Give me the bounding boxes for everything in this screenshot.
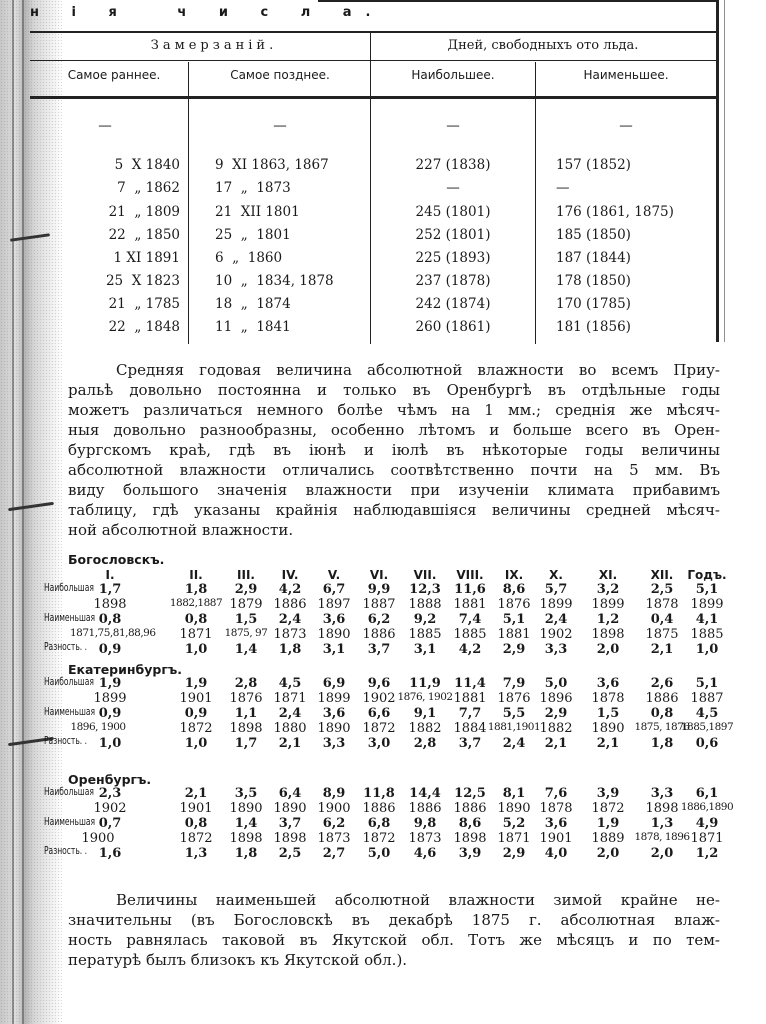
ice-table-cell: 25 „ 1801 — [215, 227, 291, 243]
humidity-min-years-cell: 1881,1901 — [487, 721, 541, 733]
row-label-diff: Разность. . — [44, 641, 87, 653]
humidity-min-values-cell: 8,6 — [458, 816, 482, 831]
humidity-min-values-cell: 3,6 — [322, 706, 346, 721]
humidity-min-years-cell: 1890 — [591, 721, 625, 736]
humidity-min-values-cell: 4,5 — [695, 706, 719, 721]
ice-table-cell: 1 XI 1891 — [113, 250, 180, 266]
humidity-min-years-cell: 1884 — [453, 721, 487, 736]
humidity-min-years-cell: 1902 — [539, 627, 573, 642]
ice-table-cell: 7 „ 1862 — [117, 180, 180, 196]
humidity-min-values-cell: 9,2 — [413, 612, 437, 627]
humidity-max-years-cell: 1896 — [539, 691, 573, 706]
month-header: VI. — [369, 568, 389, 582]
humidity-min-values-cell: 0,4 — [650, 612, 674, 627]
humidity-diff-cell: 1,8 — [278, 642, 302, 657]
humidity-min-values-cell: 3,6 — [544, 816, 568, 831]
row-label-diff: Разность. . — [44, 735, 87, 747]
humidity-max-years-cell: 1881 — [453, 597, 487, 612]
humidity-max-values-cell: 9,9 — [367, 582, 391, 597]
humidity-max-values-cell: 1,7 — [98, 582, 122, 597]
humidity-max-values-cell: 3,2 — [596, 582, 620, 597]
ice-table-cell: 170 (1785) — [556, 296, 631, 312]
humidity-min-values-cell: 6,2 — [322, 816, 346, 831]
humidity-diff-cell: 2,0 — [596, 642, 620, 657]
humidity-min-values-cell: 5,2 — [502, 816, 526, 831]
ice-table-cell: 25 X 1823 — [105, 273, 180, 289]
humidity-min-years-cell: 1889 — [591, 831, 625, 846]
humidity-min-values-cell: 0,8 — [184, 816, 208, 831]
humidity-max-years-cell: 1882,1887 — [169, 597, 223, 609]
text-line: значительны (въ Богословскѣ въ декабрѣ 1875 г. абсолютная влаж- — [68, 911, 720, 929]
ice-table-cell: 252 (1801) — [415, 227, 491, 243]
humidity-min-values-cell: 0,8 — [650, 706, 674, 721]
humidity-min-years-cell: 1875, 1876 — [634, 721, 690, 733]
month-header: I. — [105, 568, 115, 582]
title-part: н і я — [30, 5, 131, 20]
humidity-min-years-cell: 1878, 1896 — [634, 831, 690, 843]
humidity-min-years-cell: 1898 — [453, 831, 487, 846]
humidity-min-values-cell: 0,9 — [184, 706, 208, 721]
humidity-max-years-cell: 1871 — [273, 691, 307, 706]
humidity-diff-cell: 3,3 — [544, 642, 568, 657]
month-header: VII. — [413, 568, 437, 582]
title-part: ч и с л а. — [177, 5, 385, 20]
humidity-max-years-cell: 1876, 1902 — [397, 691, 453, 703]
ice-table-cell: — — [619, 118, 633, 134]
table-title-fragment — [30, 5, 384, 20]
humidity-diff-cell: 1,3 — [184, 846, 208, 861]
humidity-min-years-cell: 1898 — [229, 831, 263, 846]
humidity-max-values-cell: 7,6 — [544, 786, 568, 801]
humidity-diff-cell: 2,5 — [278, 846, 302, 861]
humidity-min-values-cell: 1,5 — [596, 706, 620, 721]
humidity-diff-cell: 2,9 — [502, 642, 526, 657]
col-header-earliest: Самое раннее. — [67, 68, 161, 82]
station-name: Екатеринбургъ. — [68, 662, 183, 677]
humidity-min-values-cell: 3,6 — [322, 612, 346, 627]
humidity-max-values-cell: 2,5 — [650, 582, 674, 597]
ice-table-cell: 225 (1893) — [415, 250, 491, 266]
humidity-max-years-cell: 1876 — [229, 691, 263, 706]
humidity-min-years-cell: 1890 — [317, 721, 351, 736]
humidity-min-values-cell: 2,9 — [544, 706, 568, 721]
humidity-min-values-cell: 1,3 — [650, 816, 674, 831]
humidity-max-values-cell: 8,6 — [502, 582, 526, 597]
humidity-max-years-cell: 1886 — [453, 801, 487, 816]
month-header: X. — [549, 568, 563, 582]
humidity-max-values-cell: 8,9 — [322, 786, 346, 801]
month-header: VIII. — [456, 568, 484, 582]
humidity-max-values-cell: 2,9 — [234, 582, 258, 597]
humidity-max-values-cell: 3,9 — [596, 786, 620, 801]
paragraph-winter-minimum — [68, 890, 720, 970]
row-label-diff: Разность. . — [44, 845, 87, 857]
humidity-min-years-cell: 1872 — [179, 721, 213, 736]
humidity-min-years-cell: 1875 — [645, 627, 679, 642]
humidity-max-years-cell: 1888 — [408, 597, 442, 612]
humidity-min-years-cell: 1900 — [81, 831, 115, 846]
text-line: абсолютной влажности отличались соотвѣтственно почти на 5 мм. Въ — [68, 461, 720, 479]
humidity-diff-cell: 1,4 — [234, 642, 258, 657]
humidity-min-years-cell: 1872 — [179, 831, 213, 846]
humidity-max-values-cell: 2,1 — [184, 786, 208, 801]
row-label-min: Наименьшая — [44, 816, 96, 828]
humidity-min-values-cell: 1,1 — [234, 706, 258, 721]
humidity-max-values-cell: 14,4 — [409, 786, 441, 801]
humidity-diff-cell: 2,0 — [596, 846, 620, 861]
humidity-diff-cell: 1,0 — [695, 642, 719, 657]
ice-table-cell: 245 (1801) — [415, 204, 491, 220]
humidity-min-years-cell: 1898 — [229, 721, 263, 736]
humidity-min-values-cell: 1,2 — [596, 612, 620, 627]
ice-table-cell: 6 „ 1860 — [215, 250, 283, 266]
humidity-max-years-cell: 1899 — [93, 691, 127, 706]
humidity-min-years-cell: 1880 — [273, 721, 307, 736]
humidity-max-values-cell: 6,1 — [695, 786, 719, 801]
ice-table-cell: 227 (1838) — [415, 157, 491, 173]
humidity-diff-cell: 2,1 — [278, 736, 302, 751]
binding-edge-line — [22, 0, 24, 1024]
humidity-max-years-cell: 1878 — [539, 801, 573, 816]
humidity-max-values-cell: 11,4 — [454, 676, 486, 691]
humidity-min-values-cell: 9,8 — [413, 816, 437, 831]
humidity-max-years-cell: 1886 — [645, 691, 679, 706]
ice-table-cell: 178 (1850) — [556, 273, 631, 289]
humidity-max-years-cell: 1898 — [645, 801, 679, 816]
ice-table-cell: 10 „ 1834, 1878 — [215, 273, 334, 289]
humidity-min-years-cell: 1871 — [179, 627, 213, 642]
humidity-diff-cell: 1,8 — [650, 736, 674, 751]
month-header: IX. — [504, 568, 524, 582]
ice-table-cell: 11 „ 1841 — [215, 319, 291, 335]
month-header: V. — [327, 568, 341, 582]
group-header-ice-free: Дней, свободныхъ ото льда. — [447, 38, 639, 53]
table-rule — [318, 0, 718, 2]
ice-table-cell: 21 „ 1809 — [108, 204, 180, 220]
humidity-max-years-cell: 1872 — [591, 801, 625, 816]
humidity-min-values-cell: 1,4 — [234, 816, 258, 831]
humidity-diff-cell: 2,4 — [502, 736, 526, 751]
month-header: II. — [189, 568, 203, 582]
ice-table-cell: 176 (1861, 1875) — [556, 204, 674, 220]
humidity-diff-cell: 5,0 — [367, 846, 391, 861]
humidity-max-values-cell: 3,3 — [650, 786, 674, 801]
text-line: Величины наименьшей абсолютной влажности зимой крайне не- — [116, 891, 720, 909]
humidity-diff-cell: 2,1 — [650, 642, 674, 657]
humidity-max-years-cell: 1881 — [453, 691, 487, 706]
humidity-min-years-cell: 1890 — [317, 627, 351, 642]
humidity-max-years-cell: 1899 — [591, 597, 625, 612]
humidity-min-years-cell: 1875, 97 — [224, 627, 268, 639]
humidity-max-years-cell: 1879 — [229, 597, 263, 612]
row-label-min: Наименьшая — [44, 612, 96, 624]
humidity-min-years-cell: 1898 — [273, 831, 307, 846]
humidity-max-values-cell: 11,8 — [363, 786, 395, 801]
humidity-min-values-cell: 6,8 — [367, 816, 391, 831]
humidity-max-years-cell: 1899 — [317, 691, 351, 706]
table-rule — [30, 31, 718, 33]
humidity-max-years-cell: 1876 — [497, 597, 531, 612]
humidity-diff-cell: 1,2 — [695, 846, 719, 861]
humidity-max-years-cell: 1902 — [362, 691, 396, 706]
humidity-min-years-cell: 1871,75,81,88,96 — [70, 627, 156, 639]
humidity-min-years-cell: 1881 — [497, 627, 531, 642]
humidity-max-years-cell: 1886 — [273, 597, 307, 612]
humidity-min-values-cell: 5,5 — [502, 706, 526, 721]
humidity-max-years-cell: 1890 — [229, 801, 263, 816]
ice-table-cell: 237 (1878) — [415, 273, 491, 289]
humidity-max-years-cell: 1902 — [93, 801, 127, 816]
humidity-min-values-cell: 2,4 — [544, 612, 568, 627]
ice-table-cell: — — [98, 118, 112, 134]
ice-table-cell: — — [273, 118, 287, 134]
col-header-min: Наименьшее. — [583, 68, 669, 82]
col-header-max: Наибольшее. — [411, 68, 495, 82]
text-line: Средняя годовая величина абсолютной влажности во всемъ Приу- — [116, 361, 720, 379]
humidity-min-years-cell: 1885 — [408, 627, 442, 642]
humidity-max-values-cell: 5,1 — [695, 582, 719, 597]
text-line: пературѣ былъ близокъ къ Якутской обл.). — [68, 951, 408, 969]
humidity-min-values-cell: 2,4 — [278, 706, 302, 721]
humidity-max-values-cell: 2,6 — [650, 676, 674, 691]
humidity-min-values-cell: 0,7 — [98, 816, 122, 831]
humidity-max-years-cell: 1886 — [362, 801, 396, 816]
humidity-max-values-cell: 5,7 — [544, 582, 568, 597]
ice-table-cell: 22 „ 1848 — [108, 319, 180, 335]
humidity-max-years-cell: 1878 — [645, 597, 679, 612]
ice-table-cell: 5 X 1840 — [114, 157, 180, 173]
ice-table-cell: 21 XII 1801 — [215, 204, 300, 220]
humidity-max-values-cell: 3,5 — [234, 786, 258, 801]
humidity-diff-cell: 3,9 — [458, 846, 482, 861]
humidity-min-years-cell: 1873 — [273, 627, 307, 642]
humidity-max-values-cell: 3,6 — [596, 676, 620, 691]
ice-table-cell: 18 „ 1874 — [215, 296, 291, 312]
humidity-min-values-cell: 1,5 — [234, 612, 258, 627]
ice-table-cell: 22 „ 1850 — [108, 227, 180, 243]
humidity-min-years-cell: 1885,1897 — [680, 721, 734, 733]
humidity-min-years-cell: 1873 — [408, 831, 442, 846]
humidity-min-values-cell: 4,1 — [695, 612, 719, 627]
humidity-max-values-cell: 1,9 — [184, 676, 208, 691]
humidity-diff-cell: 3,3 — [322, 736, 346, 751]
humidity-max-values-cell: 9,6 — [367, 676, 391, 691]
humidity-max-values-cell: 11,9 — [409, 676, 441, 691]
ice-table-cell: — — [556, 180, 570, 196]
humidity-diff-cell: 3,7 — [367, 642, 391, 657]
humidity-diff-cell: 1,0 — [98, 736, 122, 751]
humidity-max-years-cell: 1900 — [317, 801, 351, 816]
humidity-max-values-cell: 7,9 — [502, 676, 526, 691]
ice-table-cell: 185 (1850) — [556, 227, 631, 243]
humidity-diff-cell: 3,1 — [413, 642, 437, 657]
humidity-diff-cell: 2,8 — [413, 736, 437, 751]
humidity-min-values-cell: 2,4 — [278, 612, 302, 627]
text-line: ной абсолютной влажности. — [68, 521, 294, 539]
month-header: IV. — [281, 568, 299, 582]
humidity-diff-cell: 4,0 — [544, 846, 568, 861]
col-header-latest: Самое позднее. — [230, 68, 330, 82]
ice-table-cell: 242 (1874) — [415, 296, 491, 312]
ice-table-cell: 21 „ 1785 — [108, 296, 180, 312]
humidity-diff-cell: 3,0 — [367, 736, 391, 751]
humidity-max-values-cell: 6,9 — [322, 676, 346, 691]
book-binding-shadow — [0, 0, 62, 1024]
humidity-diff-cell: 2,0 — [650, 846, 674, 861]
humidity-max-values-cell: 1,8 — [184, 582, 208, 597]
humidity-max-years-cell: 1890 — [273, 801, 307, 816]
humidity-min-values-cell: 5,1 — [502, 612, 526, 627]
humidity-diff-cell: 0,6 — [695, 736, 719, 751]
row-label-max: Наибольшая — [44, 582, 94, 594]
humidity-diff-cell: 2,1 — [544, 736, 568, 751]
humidity-max-years-cell: 1876 — [497, 691, 531, 706]
humidity-min-values-cell: 7,4 — [458, 612, 482, 627]
humidity-max-years-cell: 1899 — [539, 597, 573, 612]
humidity-diff-cell: 4,6 — [413, 846, 437, 861]
ice-table-cell: 157 (1852) — [556, 157, 631, 173]
humidity-max-years-cell: 1901 — [179, 801, 213, 816]
row-label-max: Наибольшая — [44, 786, 94, 798]
humidity-min-values-cell: 6,6 — [367, 706, 391, 721]
humidity-min-years-cell: 1871 — [690, 831, 724, 846]
ice-table-cell: 17 „ 1873 — [215, 180, 291, 196]
group-header-freezing: Замерзаній. — [150, 38, 278, 53]
ice-table-cell: — — [446, 118, 460, 134]
month-header: XI. — [598, 568, 618, 582]
humidity-max-years-cell: 1887 — [690, 691, 724, 706]
row-label-max: Наибольшая — [44, 676, 94, 688]
humidity-max-values-cell: 12,3 — [409, 582, 441, 597]
humidity-min-years-cell: 1873 — [317, 831, 351, 846]
ice-table-cell: 9 XI 1863, 1867 — [215, 157, 329, 173]
humidity-max-years-cell: 1878 — [591, 691, 625, 706]
text-line: можетъ различаться немного болѣе чѣмъ на 1 мм.; среднія же мѣсяч- — [68, 401, 720, 419]
humidity-min-values-cell: 4,9 — [695, 816, 719, 831]
month-header: XII. — [650, 568, 674, 582]
col-divider — [535, 62, 536, 344]
month-header: Годъ. — [687, 568, 727, 582]
text-line: таблицу, гдѣ указаны крайнія наблюдавшіяся величины средней мѣсяч- — [68, 501, 720, 519]
humidity-diff-cell: 1,6 — [98, 846, 122, 861]
humidity-min-years-cell: 1901 — [539, 831, 573, 846]
text-line: виду большого значенія влажности при изученіи климата прибавимъ — [68, 481, 720, 499]
humidity-min-values-cell: 7,7 — [458, 706, 482, 721]
humidity-min-values-cell: 1,9 — [596, 816, 620, 831]
humidity-min-values-cell: 9,1 — [413, 706, 437, 721]
humidity-max-values-cell: 6,4 — [278, 786, 302, 801]
humidity-max-values-cell: 6,7 — [322, 582, 346, 597]
table-rule — [30, 96, 718, 99]
humidity-max-values-cell: 4,5 — [278, 676, 302, 691]
humidity-diff-cell: 2,7 — [322, 846, 346, 861]
humidity-max-values-cell: 5,0 — [544, 676, 568, 691]
table-rule — [30, 60, 718, 61]
paragraph-humidity-intro — [68, 360, 720, 540]
humidity-min-years-cell: 1882 — [408, 721, 442, 736]
humidity-diff-cell: 1,7 — [234, 736, 258, 751]
humidity-max-years-cell: 1890 — [497, 801, 531, 816]
station-name: Богословскъ. — [68, 552, 165, 567]
humidity-max-values-cell: 12,5 — [454, 786, 486, 801]
humidity-max-values-cell: 11,6 — [454, 582, 486, 597]
humidity-min-values-cell: 6,2 — [367, 612, 391, 627]
humidity-max-values-cell: 2,8 — [234, 676, 258, 691]
binding-edge-line — [12, 0, 14, 1024]
humidity-max-years-cell: 1897 — [317, 597, 351, 612]
humidity-diff-cell: 2,9 — [502, 846, 526, 861]
station-name: Оренбургъ. — [68, 772, 152, 787]
humidity-max-values-cell: 1,9 — [98, 676, 122, 691]
humidity-min-values-cell: 0,8 — [98, 612, 122, 627]
humidity-max-years-cell: 1901 — [179, 691, 213, 706]
month-header: III. — [237, 568, 255, 582]
humidity-diff-cell: 3,7 — [458, 736, 482, 751]
humidity-diff-cell: 0,9 — [98, 642, 122, 657]
text-line: бургскомъ краѣ, гдѣ въ іюнѣ и іюлѣ въ нѣкоторые годы величины — [68, 441, 720, 459]
humidity-min-years-cell: 1896, 1900 — [70, 721, 126, 733]
humidity-min-years-cell: 1871 — [497, 831, 531, 846]
humidity-diff-cell: 1,8 — [234, 846, 258, 861]
humidity-max-years-cell: 1898 — [93, 597, 127, 612]
humidity-max-years-cell: 1887 — [362, 597, 396, 612]
ice-table-cell: — — [446, 180, 460, 196]
humidity-diff-cell: 2,1 — [596, 736, 620, 751]
col-divider — [188, 62, 189, 344]
humidity-diff-cell: 3,1 — [322, 642, 346, 657]
humidity-min-years-cell: 1886 — [362, 627, 396, 642]
text-line: ральѣ довольно постоянна и только въ Оренбургѣ въ отдѣльные годы — [68, 381, 720, 399]
humidity-min-years-cell: 1885 — [453, 627, 487, 642]
humidity-diff-cell: 4,2 — [458, 642, 482, 657]
humidity-min-years-cell: 1872 — [362, 721, 396, 736]
ice-table-cell: 187 (1844) — [556, 250, 631, 266]
humidity-min-years-cell: 1885 — [690, 627, 724, 642]
humidity-min-years-cell: 1872 — [362, 831, 396, 846]
ice-table-cell: 260 (1861) — [415, 319, 491, 335]
text-line: ность равнялась таковой въ Якутской обл. Тотъ же мѣсяцъ и по тем- — [68, 931, 720, 949]
humidity-diff-cell: 1,0 — [184, 736, 208, 751]
humidity-max-years-cell: 1886,1890 — [680, 801, 734, 813]
row-label-min: Наименьшая — [44, 706, 96, 718]
humidity-min-years-cell: 1898 — [591, 627, 625, 642]
humidity-max-values-cell: 2,3 — [98, 786, 122, 801]
humidity-min-values-cell: 0,9 — [98, 706, 122, 721]
humidity-max-values-cell: 4,2 — [278, 582, 302, 597]
humidity-diff-cell: 1,0 — [184, 642, 208, 657]
humidity-min-values-cell: 3,7 — [278, 816, 302, 831]
humidity-max-years-cell: 1899 — [690, 597, 724, 612]
humidity-max-values-cell: 8,1 — [502, 786, 526, 801]
text-line: ныя довольно разнообразны, особенно лѣтомъ и больше всего въ Орен- — [68, 421, 720, 439]
humidity-max-years-cell: 1886 — [408, 801, 442, 816]
humidity-min-years-cell: 1882 — [539, 721, 573, 736]
humidity-max-values-cell: 5,1 — [695, 676, 719, 691]
ice-table-cell: 181 (1856) — [556, 319, 631, 335]
humidity-min-values-cell: 0,8 — [184, 612, 208, 627]
